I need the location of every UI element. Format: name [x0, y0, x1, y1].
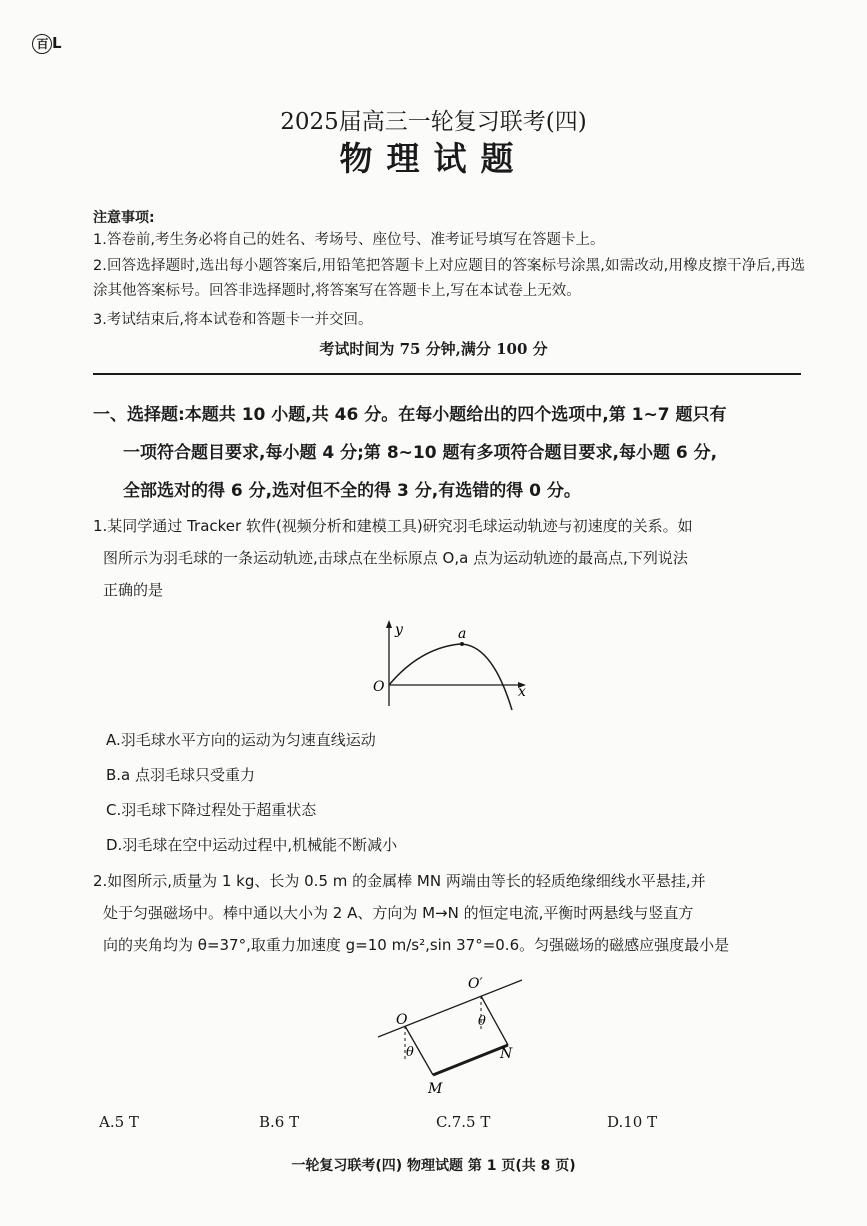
q1-option-a: A.羽毛球水平方向的运动为匀速直线运动	[106, 731, 376, 749]
divider	[93, 373, 801, 375]
label-m: M	[428, 1081, 443, 1097]
circled-mark: 百	[32, 34, 52, 54]
q1-option-b: B.a 点羽毛球只受重力	[106, 766, 256, 784]
subject-title: 物理试题	[339, 139, 528, 178]
q2-line-2: 处于匀强磁场中。棒中通以大小为 2 A、方向为 M→N 的恒定电流,平衡时两悬线与竖直方	[103, 904, 694, 922]
label-n: N	[500, 1046, 513, 1062]
q2-line-1: 2.如图所示,质量为 1 kg、长为 0.5 m 的金属棒 MN 两端由等长的轻质绝缘细线水平悬挂,并	[93, 872, 706, 890]
point-a-label: a	[458, 626, 467, 642]
note-item-3: 3.考试结束后,将本试卷和答题卡一并交回。	[93, 312, 373, 328]
theta-label-left: θ	[406, 1045, 414, 1060]
label-o: O	[396, 1012, 408, 1028]
y-axis-arrow	[386, 620, 392, 628]
theta-label-right: θ	[478, 1014, 486, 1029]
exam-title: 2025届高三一轮复习联考(四)	[280, 109, 587, 135]
x-label: x	[518, 684, 526, 700]
q1-option-d: D.羽毛球在空中运动过程中,机械能不断减小	[106, 836, 398, 854]
section-heading	[93, 396, 805, 510]
notes-heading: 注意事项:	[93, 210, 155, 226]
q2-option-a: A.5 T	[99, 1113, 139, 1131]
q1-line-1: 1.某同学通过 Tracker 软件(视频分析和建模工具)研究羽毛球运动轨迹与初速度的关系。如	[93, 517, 693, 535]
section-heading-line-1: 一、选择题:本题共 10 小题,共 46 分。在每小题给出的四个选项中,第 1~7 题只有	[93, 405, 727, 425]
exam-time-info: 考试时间为 75 分钟,满分 100 分	[319, 340, 548, 358]
rod-figure	[370, 972, 550, 1097]
support-line	[378, 980, 522, 1037]
q2-option-c: C.7.5 T	[436, 1113, 491, 1131]
q1-line-3: 正确的是	[103, 581, 164, 599]
question-1-stem	[93, 510, 805, 606]
q2-option-b: B.6 T	[259, 1113, 300, 1131]
note-item-1: 1.答卷前,考生务必将自己的姓名、考场号、座位号、准考证号填写在答题卡上。	[93, 232, 605, 248]
trajectory-figure	[360, 618, 540, 713]
label-o-prime: O′	[468, 976, 483, 992]
q1-option-c: C.羽毛球下降过程处于超重状态	[106, 801, 317, 819]
stamp-logo: 百 L	[32, 34, 61, 54]
origin-label: O	[373, 679, 385, 695]
trajectory-curve	[389, 644, 512, 710]
section-heading-line-3: 全部选对的得 6 分,选对但不全的得 3 分,有选错的得 0 分。	[123, 481, 581, 501]
y-label: y	[395, 622, 403, 638]
point-a	[460, 642, 464, 646]
section-heading-line-2: 一项符合题目要求,每小题 4 分;第 8~10 题有多项符合题目要求,每小题 6 分,	[123, 443, 718, 463]
metal-rod-mn	[433, 1045, 508, 1075]
page-footer: 一轮复习联考(四) 物理试题 第 1 页(共 8 页)	[291, 1158, 576, 1174]
question-2-stem	[93, 865, 805, 961]
q2-line-3: 向的夹角均为 θ=37°,取重力加速度 g=10 m/s²,sin 37°=0.6。匀强磁场的磁感应强度最小是	[103, 936, 730, 954]
q2-option-d: D.10 T	[607, 1113, 658, 1131]
note-item-2: 2.回答选择题时,选出每小题答案后,用铅笔把答题卡上对应题目的答案标号涂黑,如需改动,用橡皮擦干净后,再选涂其他答案标号。回答非选择题时,将答案写在答题卡上,写在本试卷上无效。	[93, 258, 805, 299]
q1-line-2: 图所示为羽毛球的一条运动轨迹,击球点在坐标原点 O,a 点为运动轨迹的最高点,下列说法	[103, 549, 688, 567]
